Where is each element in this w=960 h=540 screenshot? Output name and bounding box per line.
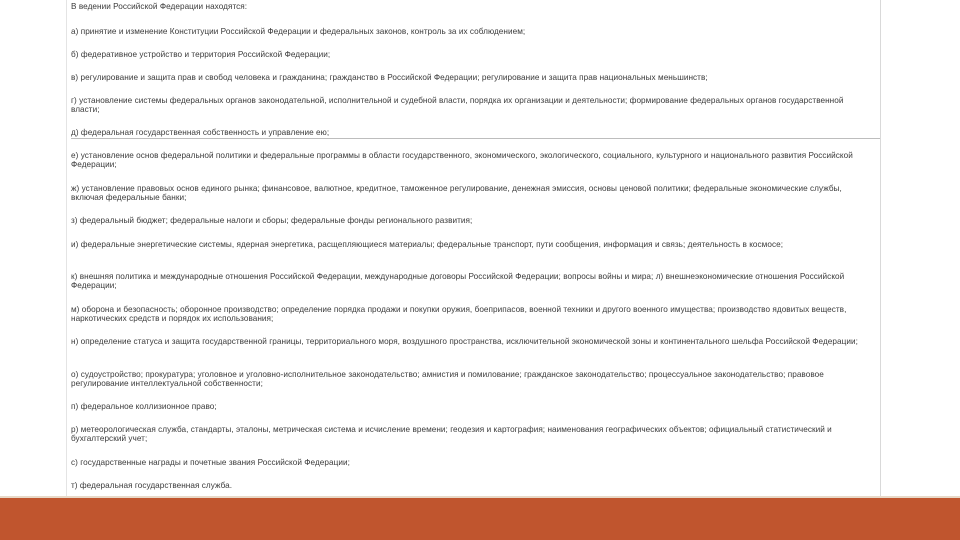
paragraph-t: т) федеральная государственная служба. bbox=[71, 481, 233, 490]
paragraph-r: р) метеорологическая служба, стандарты, эталоны, метрическая система и исчисление времени; геодезия и картография; наименования географических объектов; официальный статистический и бухгалтерский учет; bbox=[71, 425, 832, 443]
paragraph-s: с) государственные награды и почетные звания Российской Федерации; bbox=[71, 458, 350, 467]
paragraph-z: з) федеральный бюджет; федеральные налоги и сборы; федеральные фонды регионального развития; bbox=[71, 216, 473, 225]
paragraph-zh: ж) установление правовых основ единого рынка; финансовое, валютное, кредитное, таможенное регулирование, денежная эмиссия, основы ценовой политики; федеральные экономические службы, включая федеральные банки; bbox=[71, 184, 842, 202]
paragraph-d: д) федеральная государственная собственность и управление ею; bbox=[71, 128, 330, 137]
paragraph-a: а) принятие и изменение Конституции Российской Федерации и федеральных законов, контроль за их соблюдением; bbox=[71, 27, 526, 36]
footer-band bbox=[0, 498, 960, 540]
paragraph-o: о) судоустройство; прокуратура; уголовное и уголовно-исполнительное законодательство; амнистия и помилование; гражданское законодательство; процессуальное законодательство; правовое регулирование интеллектуальной собственности; bbox=[71, 370, 824, 388]
paragraph-k: к) внешняя политика и международные отношения Российской Федерации, международные договоры Российской Федерации; вопросы войны и мира; л) внешнеэкономические отношения Российской Федерации; bbox=[71, 272, 845, 290]
paragraph-b: б) федеративное устройство и территория Российской Федерации; bbox=[71, 50, 331, 59]
paragraph-n: н) определение статуса и защита государственной границы, территориального моря, воздушного пространства, исключительной экономической зоны и континентального шельфа Российской Федерации; bbox=[71, 337, 858, 346]
paragraph-e: е) установление основ федеральной политики и федеральные программы в области государственного, экономического, экологического, социального, культурного и национального развития Российской Федерации; bbox=[71, 151, 853, 169]
paragraph-g: г) установление системы федеральных органов законодательной, исполнительной и судебной власти, порядка их организации и деятельности; формирование федеральных органов государственной власти; bbox=[71, 96, 844, 114]
paragraph-i: и) федеральные энергетические системы, ядерная энергетика, расщепляющиеся материалы; федеральные транспорт, пути сообщения, информация и связь; деятельность в космосе; bbox=[71, 240, 784, 249]
separator-line bbox=[71, 138, 880, 139]
paragraph-m: м) оборона и безопасность; оборонное производство; определение порядка продажи и покупки оружия, боеприпасов, военной техники и другого военного имущества; производство ядовитых веществ, наркотических средств и порядок их использования; bbox=[71, 305, 847, 323]
left-margin-rule bbox=[66, 0, 67, 498]
document-heading: В ведении Российской Федерации находятся: bbox=[71, 2, 248, 11]
paragraph-v: в) регулирование и защита прав и свобод человека и гражданина; гражданство в Российской Федерации; регулирование и защита прав национальных меньшинств; bbox=[71, 73, 708, 82]
paragraph-p: п) федеральное коллизионное право; bbox=[71, 402, 217, 411]
